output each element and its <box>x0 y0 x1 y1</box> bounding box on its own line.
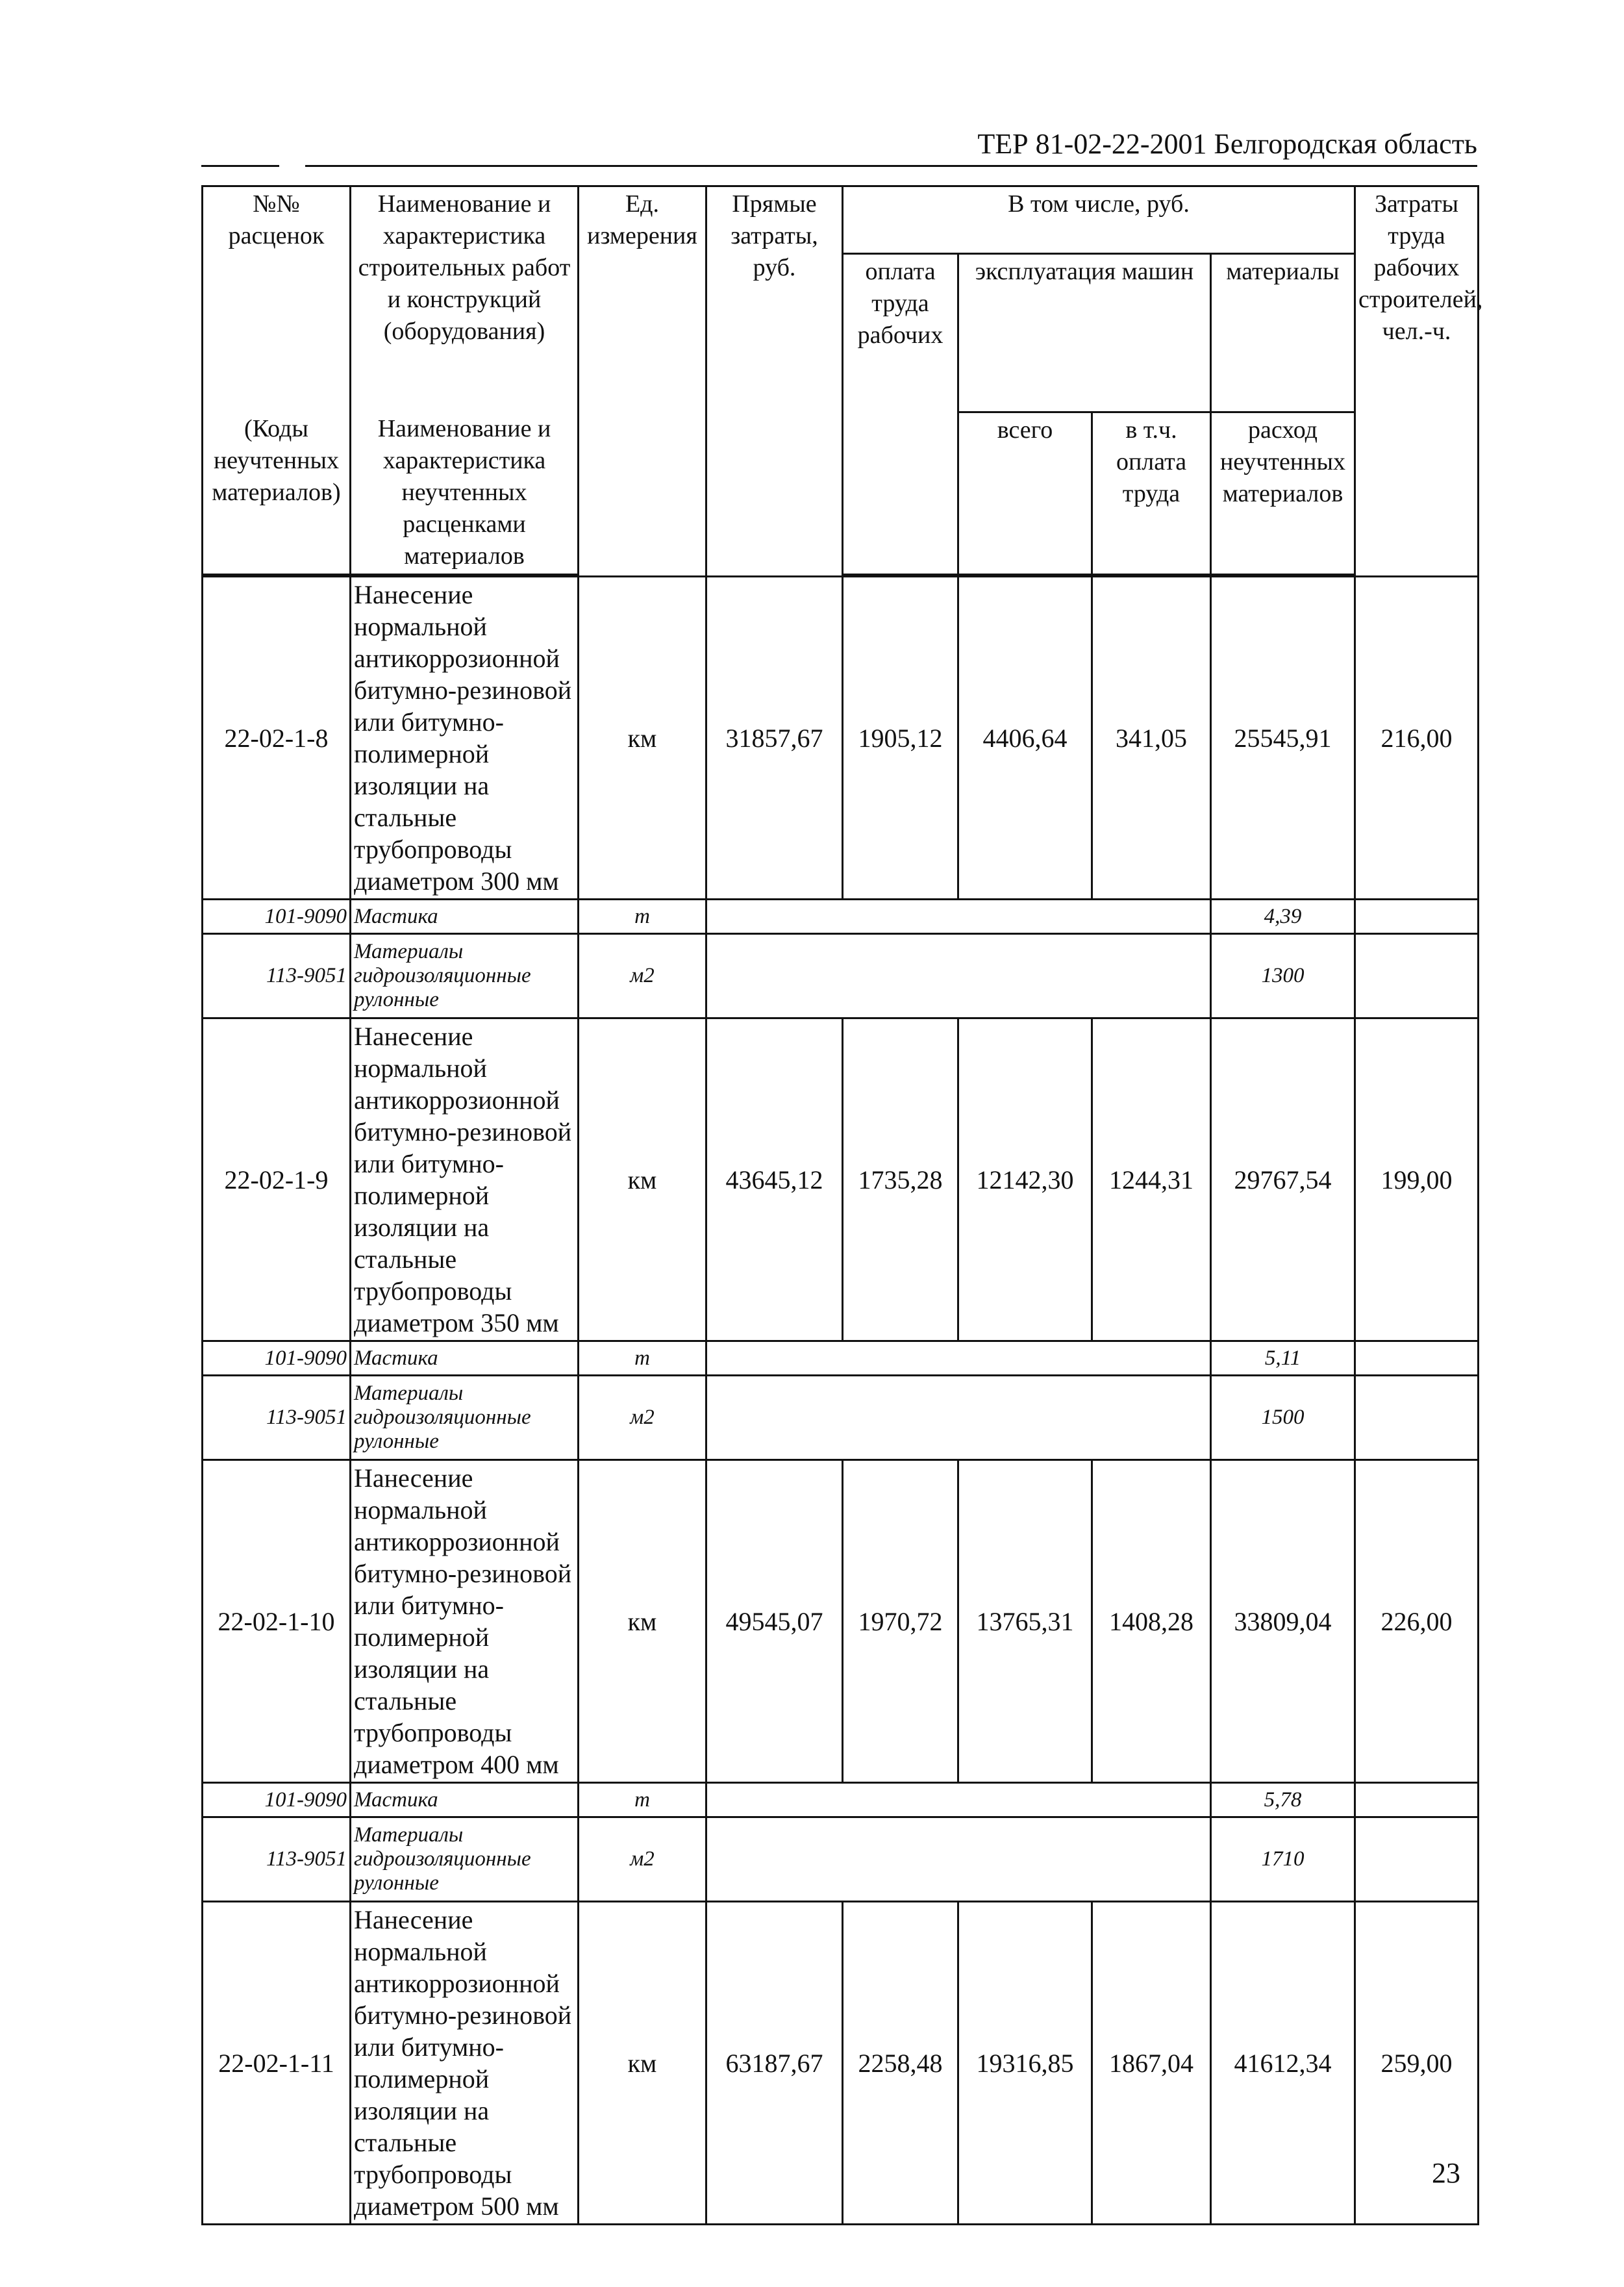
header-row <box>203 186 1479 254</box>
wages: 1970,72 <box>843 1460 958 1783</box>
materials-cost: 25545,91 <box>1211 577 1355 900</box>
column-header-unit: Ед. измерения <box>579 186 706 577</box>
direct-costs: 63187,67 <box>706 1902 843 2225</box>
labor-costs: 199,00 <box>1355 1018 1479 1341</box>
material-row <box>203 1817 1479 1902</box>
column-header-materials-alt: расход неучтенных материалов <box>1211 412 1355 575</box>
material-row <box>203 1341 1479 1376</box>
material-quantity: 1300 <box>1211 934 1355 1018</box>
material-row <box>203 1783 1479 1817</box>
material-code: 113-9051 <box>203 1817 351 1902</box>
material-unit: м2 <box>579 1376 706 1460</box>
machines-total: 4406,64 <box>958 577 1092 900</box>
page-header <box>201 127 1477 173</box>
materials-cost: 33809,04 <box>1211 1460 1355 1783</box>
direct-costs: 49545,07 <box>706 1460 843 1783</box>
material-code: 101-9090 <box>203 1341 351 1376</box>
machines-total: 12142,30 <box>958 1018 1092 1341</box>
material-name: Материалы гидроизоляционные рулонные <box>351 1376 579 1460</box>
table-row <box>203 1018 1479 1341</box>
direct-costs: 31857,67 <box>706 577 843 900</box>
machines-total: 13765,31 <box>958 1460 1092 1783</box>
unit: км <box>579 1018 706 1341</box>
machines-wages: 1408,28 <box>1092 1460 1211 1783</box>
price-table <box>201 185 1483 2225</box>
work-description: Нанесение нормальной антикоррозионной битумно-резиновой или битумно-полимерной изоляции на стальные трубопроводы диаметром 300 мм <box>351 577 579 900</box>
column-header-incl: В том числе, руб. <box>843 186 1355 254</box>
material-code: 113-9051 <box>203 1376 351 1460</box>
material-row <box>203 934 1479 1018</box>
unit: км <box>579 577 706 900</box>
machines-wages: 1244,31 <box>1092 1018 1211 1341</box>
work-description: Нанесение нормальной антикоррозионной битумно-резиновой или битумно-полимерной изоляции на стальные трубопроводы диаметром 500 мм <box>351 1902 579 2225</box>
wages: 1905,12 <box>843 577 958 900</box>
labor-costs: 259,00 <box>1355 1902 1479 2225</box>
document-title: ТЕР 81-02-22-2001 Белгородская область <box>977 128 1477 160</box>
header-rule <box>305 165 1477 167</box>
machines-total: 19316,85 <box>958 1902 1092 2225</box>
material-code: 101-9090 <box>203 900 351 934</box>
labor-costs: 216,00 <box>1355 577 1479 900</box>
work-description: Нанесение нормальной антикоррозионной битумно-резиновой или битумно-полимерной изоляции на стальные трубопроводы диаметром 350 мм <box>351 1018 579 1341</box>
material-quantity: 1710 <box>1211 1817 1355 1902</box>
work-description: Нанесение нормальной антикоррозионной битумно-резиновой или битумно-полимерной изоляции на стальные трубопроводы диаметром 400 мм <box>351 1460 579 1783</box>
column-header-labor: Затраты труда рабочих строителей, чел.-ч. <box>1355 186 1479 577</box>
table-row <box>203 1460 1479 1783</box>
material-row <box>203 1376 1479 1460</box>
direct-costs: 43645,12 <box>706 1018 843 1341</box>
material-quantity: 4,39 <box>1211 900 1355 934</box>
column-header-direct: Прямые затраты, руб. <box>706 186 843 577</box>
machines-wages: 341,05 <box>1092 577 1211 900</box>
material-unit: т <box>579 1341 706 1376</box>
rate-code: 22-02-1-9 <box>203 1018 351 1341</box>
machines-wages: 1867,04 <box>1092 1902 1211 2225</box>
wages: 2258,48 <box>843 1902 958 2225</box>
unit: км <box>579 1902 706 2225</box>
material-quantity: 1500 <box>1211 1376 1355 1460</box>
table-row <box>203 577 1479 900</box>
column-header-wages: оплата труда рабочих <box>843 253 958 575</box>
material-name: Мастика <box>351 1783 579 1817</box>
column-header-materials: материалы <box>1211 253 1355 412</box>
materials-cost: 41612,34 <box>1211 1902 1355 2225</box>
material-quantity: 5,78 <box>1211 1783 1355 1817</box>
column-header-machines-wages: в т.ч. оплата труда <box>1092 412 1211 575</box>
column-header-machines: эксплуатация машин <box>958 253 1211 412</box>
column-header-name-alt: Наименование и характеристика неучтенных расценками материалов <box>351 412 579 575</box>
unit: км <box>579 1460 706 1783</box>
materials-cost: 29767,54 <box>1211 1018 1355 1341</box>
rate-code: 22-02-1-10 <box>203 1460 351 1783</box>
material-unit: м2 <box>579 1817 706 1902</box>
table-row <box>203 1902 1479 2225</box>
material-name: Мастика <box>351 900 579 934</box>
column-header-code: №№ расценок <box>203 186 351 254</box>
material-name: Материалы гидроизоляционные рулонные <box>351 1817 579 1902</box>
column-header-machines-total: всего <box>958 412 1092 575</box>
material-unit: т <box>579 1783 706 1817</box>
rate-code: 22-02-1-8 <box>203 577 351 900</box>
material-quantity: 5,11 <box>1211 1341 1355 1376</box>
column-header-name: Наименование и характеристика строительных работ и конструкций (оборудования) <box>351 186 579 412</box>
material-name: Мастика <box>351 1341 579 1376</box>
page-number: 23 <box>1432 2157 1460 2189</box>
material-unit: т <box>579 900 706 934</box>
material-row <box>203 900 1479 934</box>
header-rule <box>201 165 279 167</box>
material-name: Материалы гидроизоляционные рулонные <box>351 934 579 1018</box>
material-unit: м2 <box>579 934 706 1018</box>
material-code: 113-9051 <box>203 934 351 1018</box>
material-code: 101-9090 <box>203 1783 351 1817</box>
column-header-code-alt: (Коды неучтенных материалов) <box>203 412 351 575</box>
wages: 1735,28 <box>843 1018 958 1341</box>
labor-costs: 226,00 <box>1355 1460 1479 1783</box>
rate-code: 22-02-1-11 <box>203 1902 351 2225</box>
